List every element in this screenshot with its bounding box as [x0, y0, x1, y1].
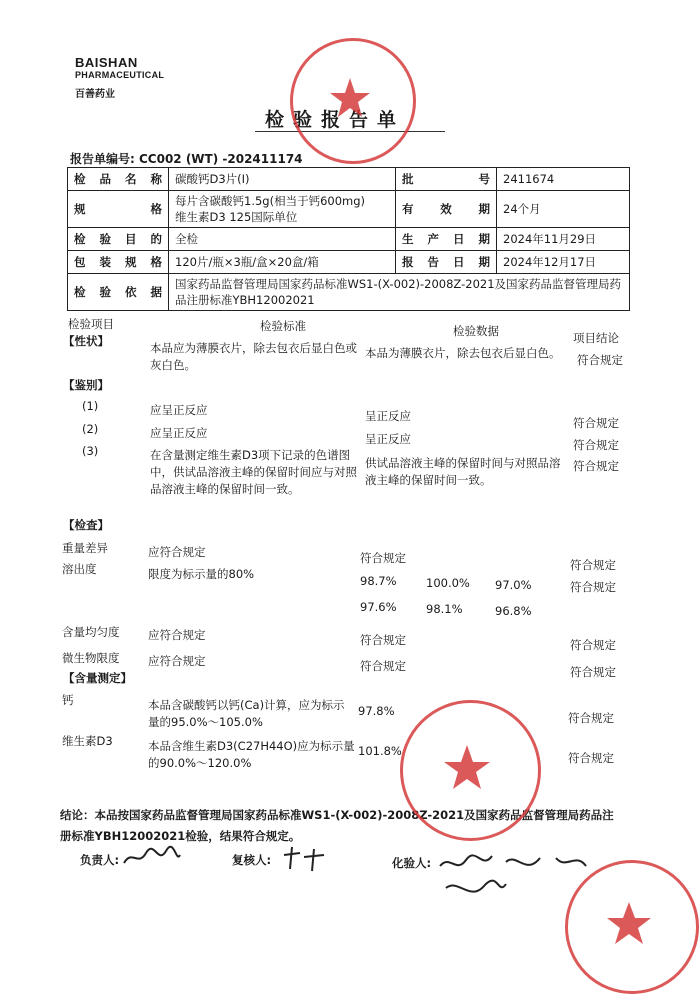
basis-label: 检验依据 — [68, 274, 169, 311]
ident-standard-1: 应呈正反应 — [150, 403, 208, 417]
vitd-standard: 本品含维生素D3(C27H44O)应为标示量的90.0%～120.0% — [148, 739, 355, 770]
ident-data-3: 供试品溶液主峰的保留时间与对照品溶液主峰的保留时间一致。 — [365, 456, 561, 487]
dissolution-item: 溶出度 — [62, 562, 97, 576]
spec-value — [169, 191, 396, 228]
report-date-label: 报告日期 — [396, 251, 497, 274]
section-ident: 【鉴别】 — [63, 378, 109, 392]
traits-standard: 本品应为薄膜衣片，除去包衣后显白色或灰白色。 — [150, 341, 357, 372]
ident-standard-3: 在含量测定维生素D3项下记录的色谱图中，供试品溶液主峰的保留时间应与对照品溶液主峰的保留时间一致。 — [150, 448, 357, 496]
ident-no-1: (1) — [82, 399, 99, 413]
ident-conclusion-2: 符合规定 — [573, 438, 619, 452]
responsible-signature — [122, 845, 182, 874]
ident-conclusion-3: 符合规定 — [573, 459, 619, 473]
ident-data-1: 呈正反应 — [365, 409, 411, 423]
batch-value: 2411674 — [497, 168, 630, 191]
logo-text-line1: BAISHAN — [75, 55, 138, 70]
vitd-conclusion: 符合规定 — [568, 751, 614, 765]
header-data: 检验数据 — [453, 324, 499, 338]
uniformity-conclusion: 符合规定 — [570, 638, 616, 652]
table-row — [68, 228, 630, 251]
ident-standard-2: 应呈正反应 — [150, 426, 208, 440]
ident-data-2: 呈正反应 — [365, 432, 411, 446]
dissolution-value-6: 96.8% — [495, 604, 532, 618]
calcium-conclusion: 符合规定 — [568, 711, 614, 725]
dissolution-conclusion: 符合规定 — [570, 580, 616, 594]
basis-value: 国家药品监督管理局国家药品标准WS1-(X-002)-2008Z-2021及国家药品监督管理局药品注册标准YBH12002021 — [169, 274, 630, 311]
logo-chinese-text: 百善药业 — [75, 89, 115, 100]
calcium-data: 97.8% — [358, 704, 395, 718]
valid-value: 24个月 — [497, 191, 630, 228]
pack-label: 包装规格 — [68, 251, 169, 274]
table-row — [68, 251, 630, 274]
purpose-value: 全检 — [169, 228, 396, 251]
micro-standard: 应符合规定 — [148, 654, 206, 668]
uniformity-item: 含量均匀度 — [62, 625, 120, 639]
section-assay: 【含量测定】 — [63, 671, 132, 685]
section-traits: 【性状】 — [63, 334, 109, 348]
traits-conclusion: 符合规定 — [577, 353, 623, 367]
ident-no-2: (2) — [82, 422, 99, 436]
header-conclusion: 项目结论 — [573, 331, 619, 345]
dissolution-value-1: 98.7% — [360, 574, 397, 588]
header-item: 检验项目 — [68, 317, 114, 331]
responsible-label: 负责人: — [80, 853, 120, 867]
spec-value-line1: 每片含碳酸钙1.5g(相当于钙600mg) — [175, 194, 366, 208]
vitd-item: 维生素D3 — [62, 734, 113, 748]
signature-scribble — [122, 845, 182, 869]
spec-value-line2: 维生素D3 125国际单位 — [175, 210, 298, 224]
calcium-item: 钙 — [62, 693, 74, 707]
star-icon — [565, 860, 693, 988]
signature-scribble — [280, 843, 330, 873]
table-row — [68, 191, 630, 228]
name-value: 碳酸钙D3片(I) — [169, 168, 396, 191]
company-seal-stamp — [290, 38, 416, 164]
document-title: 检验报告单 — [265, 109, 406, 131]
dissolution-value-2: 100.0% — [426, 576, 470, 590]
purpose-label: 检验目的 — [68, 228, 169, 251]
micro-item: 微生物限度 — [62, 651, 120, 665]
traits-data: 本品为薄膜衣片，除去包衣后显白色。 — [365, 346, 561, 360]
dissolution-value-3: 97.0% — [495, 578, 532, 592]
prod-date-label: 生产日期 — [396, 228, 497, 251]
report-date-value: 2024年12月17日 — [497, 251, 630, 274]
weight-conclusion: 符合规定 — [570, 558, 616, 572]
micro-data: 符合规定 — [360, 659, 406, 673]
section-check: 【检查】 — [63, 518, 109, 532]
star-icon — [290, 38, 410, 158]
pack-value: 120片/瓶×3瓶/盒×20盒/箱 — [169, 251, 396, 274]
info-table — [67, 167, 630, 311]
distributor-stamp — [565, 860, 699, 994]
table-row — [68, 168, 630, 191]
dissolution-value-5: 98.1% — [426, 602, 463, 616]
reviewer-label: 复核人: — [232, 853, 272, 867]
micro-conclusion: 符合规定 — [570, 665, 616, 679]
qa-department-stamp — [400, 700, 541, 841]
star-icon — [400, 700, 535, 835]
dissolution-standard: 限度为标示量的80% — [148, 567, 255, 581]
valid-label: 有 效 期 — [396, 191, 497, 228]
calcium-standard: 本品含碳酸钙以钙(Ca)计算，应为标示量的95.0%～105.0% — [148, 698, 345, 729]
vitd-data: 101.8% — [358, 744, 402, 758]
ident-no-3: (3) — [82, 444, 99, 458]
reviewer-signature — [280, 843, 330, 878]
table-row — [68, 274, 630, 311]
weight-data: 符合规定 — [360, 551, 406, 565]
weight-item: 重量差异 — [62, 541, 108, 555]
batch-label: 批 号 — [396, 168, 497, 191]
spec-label: 规 格 — [68, 191, 169, 228]
name-label: 检品名称 — [68, 168, 169, 191]
header-standard: 检验标准 — [260, 319, 306, 333]
uniformity-data: 符合规定 — [360, 633, 406, 647]
report-number: 报告单编号: CC002 (WT) -202411174 — [70, 152, 303, 166]
prod-date-value: 2024年11月29日 — [497, 228, 630, 251]
company-logo — [75, 57, 164, 81]
uniformity-standard: 应符合规定 — [148, 628, 206, 642]
ident-conclusion-1: 符合规定 — [573, 416, 619, 430]
weight-standard: 应符合规定 — [148, 545, 206, 559]
dissolution-value-4: 97.6% — [360, 600, 397, 614]
tester-label: 化验人: — [392, 856, 432, 870]
final-conclusion: 结论：本品按国家药品监督管理局国家药品标准WS1-(X-002)-2008Z-2021及国家药品监督管理局药品注册标准YBH12002021检验，结果符合规定。 — [60, 808, 614, 843]
logo-text-line2: PHARMACEUTICAL — [75, 70, 165, 80]
